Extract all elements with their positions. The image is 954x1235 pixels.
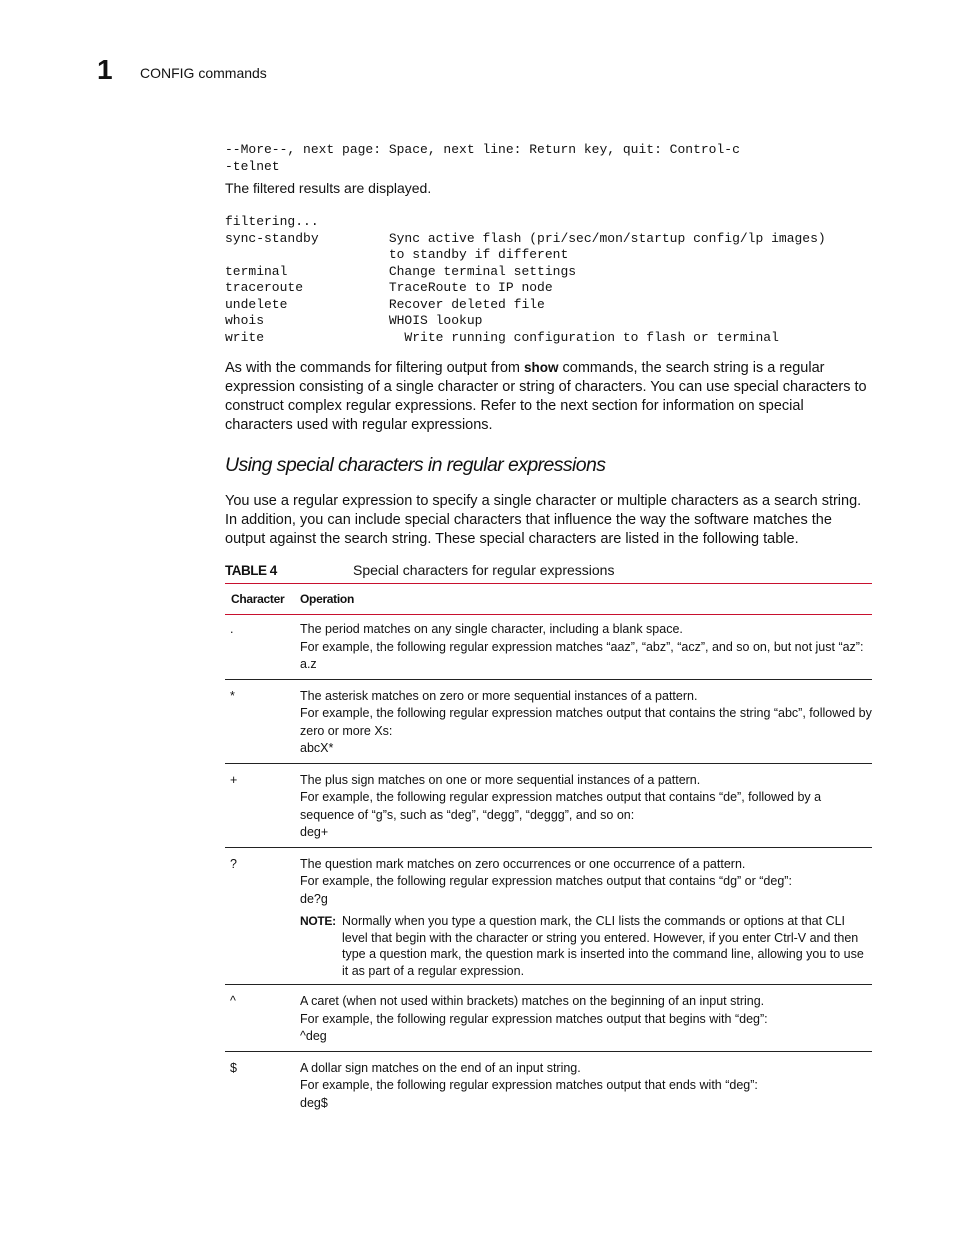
filtering-paragraph xyxy=(225,358,870,435)
table-title: Special characters for regular expressions xyxy=(353,562,615,578)
para-text-before: As with the commands for filtering output from xyxy=(225,360,524,376)
show-command-keyword: show xyxy=(524,360,559,375)
code-block-more-prompt: --More--, next page: Space, next line: Return key, quit: Control-c -telnet xyxy=(225,142,740,174)
row-description: A caret (when not used within brackets) matches on the beginning of an input string. xyxy=(300,994,765,1008)
table-caption xyxy=(225,562,873,578)
column-header-character: Character xyxy=(231,592,285,606)
row-example: a.z xyxy=(300,657,317,671)
row-character: ? xyxy=(230,856,237,871)
row-description: The question mark matches on zero occurrences or one occurrence of a pattern. xyxy=(300,856,746,871)
table-header-row xyxy=(225,584,872,614)
table-row xyxy=(225,764,872,848)
note-text: Normally when you type a question mark, the CLI lists the commands or options at that CLI level that begin with the character or string you entered. However, if you enter Ctrl-V and then type a question mark, the question mark is inserted into the command line, allowing you to use it as part of a regular expression. xyxy=(342,914,864,978)
section-heading: Using special characters in regular expressions xyxy=(225,454,606,476)
para-text-after: commands, the search string is a regular expression consisting of a single character or string of characters. You can use special characters to construct complex regular expressions. Refer to the next section for information on special characters used with regular expressions. xyxy=(225,360,867,433)
table-row xyxy=(225,680,872,764)
row-example-text: For example, the following regular expression matches output that contains “dg” or “deg”: xyxy=(300,874,792,888)
row-example-text: For example, the following regular expression matches output that begins with “deg”: xyxy=(300,1011,768,1026)
row-example: deg+ xyxy=(300,825,329,839)
row-character: * xyxy=(230,688,235,703)
table-row xyxy=(225,985,872,1052)
column-header-operation: Operation xyxy=(300,592,354,606)
table-row xyxy=(225,1052,872,1118)
row-character: ^ xyxy=(230,994,236,1008)
filtered-results-text: The filtered results are displayed. xyxy=(225,180,432,196)
table-number: TABLE 4 xyxy=(225,563,277,578)
row-description: A dollar sign matches on the end of an input string. xyxy=(300,1060,581,1075)
row-description: The plus sign matches on one or more sequential instances of a pattern. xyxy=(300,772,701,787)
row-operation xyxy=(300,772,872,842)
row-example: deg$ xyxy=(300,1095,328,1110)
row-operation xyxy=(300,1060,872,1113)
running-title: CONFIG commands xyxy=(140,65,267,81)
row-operation xyxy=(300,621,872,674)
special-characters-table xyxy=(225,583,872,1117)
intro-paragraph: You use a regular expression to specify a single character or multiple characters as a search string. In addition, you can include special characters that influence the way the software matches the output against the search string. These special characters are listed in the following table. xyxy=(225,493,862,547)
row-description: The period matches on any single character, including a blank space. xyxy=(300,622,683,636)
chapter-number: 1 xyxy=(97,54,113,85)
row-description: The asterisk matches on zero or more sequential instances of a pattern. xyxy=(300,688,698,703)
row-example-text: For example, the following regular expression matches output that contains “de”, followed by a sequence of “g”s, such as “deg”, “degg”, “deggg”, and so on: xyxy=(300,790,822,822)
row-character: $ xyxy=(230,1060,237,1075)
row-example-text: For example, the following regular expression matches “aaz”, “abz”, “acz”, and so on, but not just “az”: xyxy=(300,639,864,654)
row-note xyxy=(300,913,872,979)
row-character: . xyxy=(230,622,234,636)
row-character: + xyxy=(230,772,238,787)
row-example-text: For example, the following regular expression matches output that ends with “deg”: xyxy=(300,1078,758,1092)
row-operation xyxy=(300,993,872,1046)
row-example-text: For example, the following regular expression matches output that contains the string “abc”, followed by zero or more Xs: xyxy=(300,706,872,738)
row-operation xyxy=(300,688,872,758)
row-operation xyxy=(300,856,872,980)
row-example: de?g xyxy=(300,891,328,906)
row-example: abcX* xyxy=(300,741,334,755)
code-block-filtered-output: filtering... sync-standby Sync active flash (pri/sec/mon/startup config/lp images) to standby if different terminal Change terminal settings traceroute TraceRoute to IP node undelete Recover deleted file whois WHOIS lookup write Write running configuration to flash or terminal xyxy=(225,214,826,345)
table-row xyxy=(225,619,872,680)
row-example: ^deg xyxy=(300,1029,327,1043)
note-label: NOTE: xyxy=(300,914,336,928)
table-row xyxy=(225,848,872,986)
